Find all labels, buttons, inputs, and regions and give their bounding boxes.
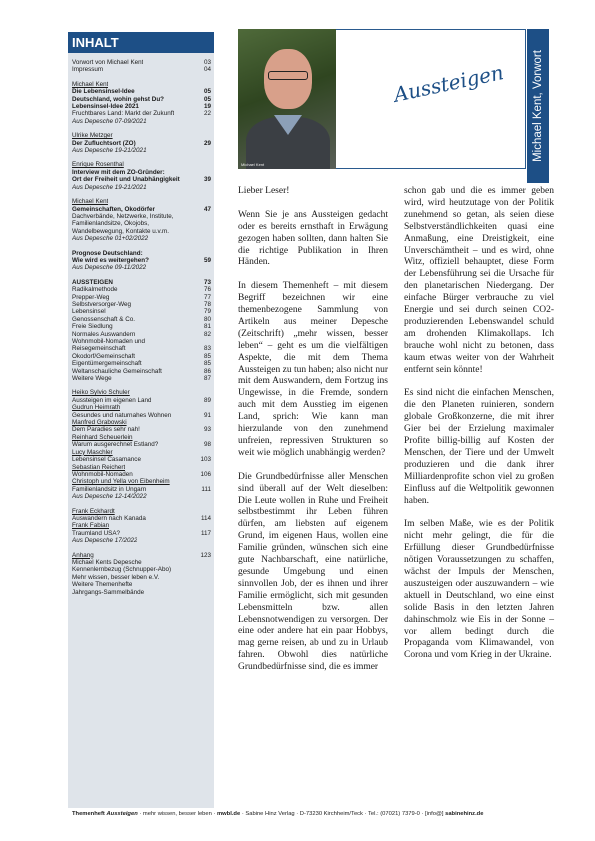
toc-entry <box>72 147 214 154</box>
toc-entry-page: 19 <box>203 103 211 111</box>
paragraph: Wenn Sie je ans Aussteigen gedacht oder es bereits ernsthaft in Erwägung gezogen haben sollten, dann halten Sie die richtige Publikation in Ihren Händen. <box>238 209 388 268</box>
toc-entry-title: Aussteigen im eigenen Land <box>72 396 152 404</box>
author-photo <box>238 29 336 169</box>
toc-entry-page: 93 <box>203 426 211 434</box>
toc-entry <box>72 464 214 471</box>
paragraph: Die Grundbedürfnisse aller Menschen sind überall auf der Welt dieselben: Die Leute wollen in Ruhe und Freiheit selbstbestimmt ihr Leben führen dürfen, am liebsten auf eigenem Grund, im eigenen Haus, wollen eine Familie gründen, wünschen sich eine gute Nachbarschaft, eine natürliche, gesunde Umgebung und einen sinnvollen Job, der es ihnen und ihrer Familie ermöglicht, sich mit gesunden Lebensmitteln bzw. allen Lebensnotwendigen zu versorgen. Der eine oder andere hat ein paar Hobbys, mag gerne reisen, ab und zu in Urlaub fahren. Obwohl dies natürliche Grundbedürfnisse sind, die es immer <box>238 471 388 673</box>
toc-entry-page <box>197 118 211 125</box>
toc-entry-title: Ort der Freiheit und Unabhängigkeit <box>72 176 180 184</box>
toc-entry <box>72 59 214 66</box>
toc-entry-page: 79 <box>203 308 211 316</box>
toc-entry-page: 76 <box>203 286 211 294</box>
toc-entry-title: Gemeinschaften, Ökodörfer <box>72 205 155 213</box>
footer-publisher: · Sabine Hinz Verlag · D-73230 Kirchheim/Teck · Tel.: (07021) 7379-0 · [info@] <box>240 811 446 817</box>
toc-entry <box>72 331 214 338</box>
toc-entry <box>72 308 214 315</box>
toc-entry-title: Aus Depesche 17/2022 <box>72 537 138 545</box>
toc-entry <box>72 419 214 426</box>
toc-heading: INHALT <box>68 32 214 53</box>
toc-entry-title: Frank Eckhardt <box>72 507 115 515</box>
toc-entry-page <box>197 559 211 566</box>
toc-entry <box>72 213 214 220</box>
toc-entry <box>72 574 214 581</box>
toc-entry-title: Gesundes und naturnahes Wohnen <box>72 411 172 419</box>
toc-entry-title: Traumland USA? <box>72 529 121 537</box>
toc-entry-page <box>197 493 211 500</box>
toc-entry <box>72 397 214 404</box>
toc-entry-page: 117 <box>200 529 211 537</box>
toc-entry-title: Reisegemeinschaft <box>72 345 126 353</box>
toc-entry <box>72 456 214 463</box>
toc-entry-title: Anhang <box>72 551 94 559</box>
toc-entry <box>72 140 214 147</box>
toc-entry <box>72 220 214 227</box>
paragraph: Es sind nicht die einfachen Menschen, die den Planeten ruinieren, sondern globale Großkonzerne, die mit ihrer Gier bei der Erzielung maximaler Profite billig-billig auf Kosten der Menschen, der Tiere und der Umwelt produzieren und die dank ihrer Milliardenprofite schon viel zu großen Einfluss auf die Weltpolitik gewonnen haben. <box>404 388 554 506</box>
toc-entry-title: Christoph und Yella von Eibenheim <box>72 478 170 486</box>
article-column-2 <box>404 186 554 674</box>
toc-section <box>72 132 214 154</box>
toc-entry-page: 80 <box>203 315 211 323</box>
toc-entry-title: Wohnmobil-Nomaden und <box>72 338 146 345</box>
toc-entry <box>72 486 214 493</box>
toc-entry-page: 111 <box>201 485 211 493</box>
toc-section <box>72 508 214 545</box>
toc-entry-title: Aus Depesche 07-09/2021 <box>72 117 147 125</box>
toc-entry <box>72 103 214 110</box>
toc-entry-title: Wandelbewegung, Kontakte u.v.m. <box>72 227 169 235</box>
toc-entry <box>72 286 214 293</box>
toc-entry-title: Selbstversorger-Weg <box>72 300 132 308</box>
toc-entry-page: 04 <box>203 66 211 74</box>
toc-entry-title: Eigentümergemeinschaft <box>72 360 142 368</box>
toc-entry <box>72 66 214 73</box>
toc-entry-title: Kennenlernbezug (Schnupper-Abo) <box>72 566 172 574</box>
toc-entry-title: Mehr wissen, besser leben e.V. <box>72 573 160 581</box>
toc-entry-title: Aus Depesche 19-21/2021 <box>72 183 147 191</box>
toc-entry-title: Ulrike Metzger <box>72 132 113 140</box>
toc-entry-title: Gudrun Heimrath <box>72 404 121 412</box>
toc-entry-page <box>197 589 211 596</box>
toc-entry-page <box>197 464 211 471</box>
toc-entry <box>72 169 214 176</box>
toc-entry-page <box>197 228 211 235</box>
toc-entry <box>72 449 214 456</box>
side-label: Michael Kent, Vorwort <box>532 50 544 162</box>
toc-entry-title: Lebensinsel Casamance <box>72 456 141 464</box>
toc-entry-title: Familienlandsitze, Ökojobs, <box>72 220 149 228</box>
toc-entry-title: Weitere Wege <box>72 375 112 383</box>
toc-entry-page: 85 <box>203 352 211 360</box>
toc-entry-title: AUSSTEIGEN <box>72 278 113 286</box>
toc-entry-page <box>197 132 211 139</box>
toc-entry-page <box>197 574 211 581</box>
toc-entry-title: Deutschland, wohin gehst Du? <box>72 95 165 103</box>
toc-entry <box>72 118 214 125</box>
toc-section <box>72 59 214 74</box>
toc-entry <box>72 235 214 242</box>
toc-entry-page: 05 <box>203 95 211 103</box>
toc-entry-title: Enrique Rosenthal <box>72 161 124 169</box>
toc-section <box>72 279 214 383</box>
toc-entry-title: Die Lebensinsel-Idee <box>72 88 135 96</box>
toc-entry-title: Auswandern nach Kanada <box>72 514 146 522</box>
toc-entry-page: 98 <box>203 441 211 449</box>
toc-entry-title: Wohnmobil-Nomaden <box>72 470 133 478</box>
toc-entry <box>72 176 214 183</box>
article-column-1 <box>238 186 388 686</box>
toc-entry-page: 106 <box>200 470 211 478</box>
toc-entry-page <box>197 537 211 544</box>
toc-entry <box>72 426 214 433</box>
toc-entry <box>72 508 214 515</box>
toc-entry-title: Freie Siedlung <box>72 323 113 331</box>
toc-entry-page: 85 <box>203 360 211 368</box>
toc-entry <box>72 493 214 500</box>
toc-entry <box>72 441 214 448</box>
toc-entry-page: 91 <box>203 411 211 419</box>
paragraph: schon gab und die es immer geben wird, wird heutzutage von der Politik zunehmend so getan, als seien diese Selbstverständlichkeiten quasi eine Anmaßung, eine Dreistigkeit, eine Unverschämtheit – und es wird, ohne Witz, offiziell behauptet, diese Form der Lebensführung sei die Ursache für den planetarischen Niedergang. Der einfache Bürger verbrauche zu viel Energie und sei durch seinen CO2-produzierenden Lebenswandel schuld am drohenden Klimakollaps. Ich brauche wohl nicht zu betonen, dass kaum etwas weiter von der Wahrheit entfernt sein könnte! <box>404 186 554 375</box>
toc-entry-title: Aus Depesche 01+02/2022 <box>72 235 149 243</box>
toc-entry-title: Wie wird es weitergehen? <box>72 256 149 264</box>
toc-entry-title: Manfred Grabowski <box>72 419 127 427</box>
toc-entry-title: Aus Depesche 09-11/2022 <box>72 264 147 272</box>
toc-entry-title: Lebensinsel-Idee 2021 <box>72 103 139 111</box>
toc-entry <box>72 389 214 396</box>
toc-entry-title: Weltanschauliche Gemeinschaft <box>72 367 162 375</box>
toc-entry-title: Heiko Sylvio Schuler <box>72 389 130 397</box>
toc-entry <box>72 206 214 213</box>
photo-caption: Michael Kent <box>241 162 265 167</box>
toc-section <box>72 552 214 596</box>
toc-entry-title: Michael Kent <box>72 198 109 206</box>
toc-entry-title: Interview mit dem ZO-Gründer: <box>72 168 165 176</box>
toc-section <box>72 389 214 500</box>
toc-entry-page: 39 <box>203 176 211 184</box>
page-footer <box>72 811 562 817</box>
toc-entry-title: Jahrgangs-Sammelbände <box>72 588 145 596</box>
toc-entry-page: 87 <box>203 375 211 383</box>
table-of-contents <box>68 32 214 808</box>
paragraph: In diesem Themenheft – mit diesem Begriff bezeichnen wir eine themenbezogene Sammlung von Artikeln aus meiner Depesche (Zeitschrift) „mehr wissen, besser leben“ – geht es um die vielfältigen Aspekte, die mit dem Thema Aussteigen zu tun haben; also nicht nur mit dem Auswandern, dem Fortzug ins Ungewisse, in die Fremde, sondern auch mit dem Ausstieg im eigenen Land, sprich: Wie kann man hierzulande von den zunehmend unfreien, repressiven Strukturen so weit wie möglich unabhängig werden? <box>238 281 388 458</box>
photo-glasses-shape <box>268 71 308 80</box>
toc-entry-page <box>197 213 211 220</box>
toc-section <box>72 81 214 125</box>
toc-entry-title: Ökodorf/Gemeinschaft <box>72 352 135 360</box>
toc-entry <box>72 360 214 367</box>
toc-entry-page: 82 <box>203 330 211 338</box>
toc-entry-title: Genossenschaft & Co. <box>72 315 136 323</box>
footer-magazine-title: Aussteigen <box>106 811 138 817</box>
toc-entry-page <box>197 566 211 573</box>
toc-entry <box>72 161 214 168</box>
toc-entry-title: Radikalmethode <box>72 286 118 294</box>
toc-section <box>72 198 214 242</box>
toc-entry-title: Weitere Themenhefte <box>72 581 133 589</box>
footer-site-link[interactable]: mwbl.de <box>217 811 241 817</box>
toc-entry-page <box>197 184 211 191</box>
toc-entry-page <box>197 198 211 205</box>
footer-site-link-2[interactable]: sabinehinz.de <box>445 811 484 817</box>
toc-entry <box>72 96 214 103</box>
toc-entry <box>72 471 214 478</box>
script-title: Aussteigen <box>391 60 506 107</box>
toc-entry-page: 22 <box>203 110 211 118</box>
toc-entry <box>72 478 214 485</box>
toc-entry-page <box>197 81 211 88</box>
toc-entry-page: 86 <box>203 367 211 375</box>
toc-entry <box>72 88 214 95</box>
toc-entry <box>72 530 214 537</box>
toc-entry <box>72 552 214 559</box>
toc-entry-page: 47 <box>203 205 211 213</box>
footer-slogan: · mehr wissen, besser leben · <box>137 811 217 817</box>
toc-entry <box>72 522 214 529</box>
toc-entry-page: 78 <box>203 300 211 308</box>
toc-entry-title: Der Zufluchtsort (ZO) <box>72 139 136 147</box>
toc-entry-title: Dem Paradies sehr nah! <box>72 426 140 434</box>
toc-entry <box>72 559 214 566</box>
toc-entry-page <box>197 404 211 411</box>
toc-entry <box>72 228 214 235</box>
toc-entry <box>72 316 214 323</box>
toc-section <box>72 161 214 191</box>
toc-entry <box>72 434 214 441</box>
footer-magazine: Themenheft <box>72 811 105 817</box>
toc-entry-title: Lebensinsel <box>72 308 106 316</box>
toc-entry-page <box>197 389 211 396</box>
toc-entry-page <box>197 508 211 515</box>
toc-entry <box>72 132 214 139</box>
toc-entry-title: Prognose Deutschland: <box>72 249 143 257</box>
toc-entry-page: 05 <box>203 88 211 96</box>
toc-entry-title: Reinhard Scheuerlein <box>72 433 133 441</box>
toc-entry-page <box>197 581 211 588</box>
toc-entry-page <box>197 522 211 529</box>
toc-entry-title: Michael Kent <box>72 80 109 88</box>
toc-entry-page: 81 <box>203 323 211 331</box>
toc-entry-page <box>197 264 211 271</box>
toc-entry-page <box>197 169 211 176</box>
side-band <box>527 29 549 183</box>
toc-entry <box>72 264 214 271</box>
toc-entry-page <box>197 147 211 154</box>
toc-entry <box>72 345 214 352</box>
toc-entry <box>72 566 214 573</box>
toc-entry <box>72 515 214 522</box>
toc-entry-page <box>197 419 211 426</box>
toc-entry-title: Aus Depesche 12-14/2022 <box>72 493 147 501</box>
toc-entry <box>72 412 214 419</box>
toc-entry-page: 103 <box>200 456 211 464</box>
toc-entry-page <box>197 449 211 456</box>
toc-entry-title: Lucy Maschler <box>72 448 113 456</box>
toc-entry-title: Prepper-Weg <box>72 293 110 301</box>
toc-entry <box>72 537 214 544</box>
toc-entry-page <box>197 250 211 257</box>
toc-entry-title: Impressum <box>72 66 104 74</box>
toc-entry <box>72 581 214 588</box>
paragraph: Im selben Maße, wie es der Politik nicht mehr gelingt, die für die Erfüllung dieser Grundbedürfnisse nötigen Voraussetzungen zu schaffen, wächst der Impuls der Menschen, auszusteigen oder auszuwandern – wie aktuell in Deutschland, wo eine einst solide Basis in den letzten Jahren dahinschmolz wie Eis in der Sonne – vor allem bedingt durch die Propaganda vom Klimawandel, von Corona und vom Krieg in der Ukraine. <box>404 519 554 661</box>
toc-entry-title: Normales Auswandern <box>72 330 136 338</box>
toc-entry-page: 89 <box>203 396 211 404</box>
toc-entry <box>72 323 214 330</box>
toc-entry <box>72 110 214 117</box>
toc-entry-title: Fruchtbares Land: Markt der Zukunft <box>72 110 175 118</box>
toc-entry <box>72 279 214 286</box>
toc-entry <box>72 301 214 308</box>
toc-entry-page: 29 <box>203 139 211 147</box>
toc-entry-title: Familienlandsitz in Ungarn <box>72 485 147 493</box>
toc-entry <box>72 198 214 205</box>
toc-entry-page <box>197 161 211 168</box>
toc-entry-page <box>197 478 211 485</box>
toc-entry-page <box>197 434 211 441</box>
toc-entry <box>72 338 214 345</box>
toc-entry <box>72 184 214 191</box>
toc-entry-title: Frank Fabian <box>72 522 110 530</box>
toc-entry-title: Vorwort von Michael Kent <box>72 59 144 66</box>
toc-entry-title: Michael Kents Depesche <box>72 558 142 566</box>
toc-list <box>68 53 214 596</box>
toc-entry <box>72 589 214 596</box>
toc-entry-page: 123 <box>200 551 211 559</box>
salutation: Lieber Leser! <box>238 186 290 196</box>
toc-entry-page <box>197 235 211 242</box>
toc-entry <box>72 353 214 360</box>
toc-entry-title: Sebastian Reichert <box>72 463 126 471</box>
toc-entry-title: Aus Depesche 19-21/2021 <box>72 147 147 155</box>
toc-entry <box>72 257 214 264</box>
toc-entry-title: Warum ausgerechnet Estland? <box>72 441 159 449</box>
toc-entry-page: 03 <box>203 59 211 66</box>
toc-entry <box>72 404 214 411</box>
toc-entry-page: 77 <box>203 293 211 301</box>
toc-entry-page: 59 <box>203 256 211 264</box>
toc-entry-page <box>197 338 211 345</box>
toc-entry-title: Dachverbände, Netzwerke, Institute, <box>72 212 174 220</box>
toc-entry <box>72 250 214 257</box>
toc-entry <box>72 375 214 382</box>
toc-entry-page: 83 <box>203 345 211 353</box>
toc-entry <box>72 294 214 301</box>
toc-entry-page <box>197 220 211 227</box>
toc-section <box>72 250 214 272</box>
toc-entry-page: 73 <box>203 278 211 286</box>
toc-entry <box>72 368 214 375</box>
toc-entry <box>72 81 214 88</box>
toc-entry-page: 114 <box>200 514 211 522</box>
